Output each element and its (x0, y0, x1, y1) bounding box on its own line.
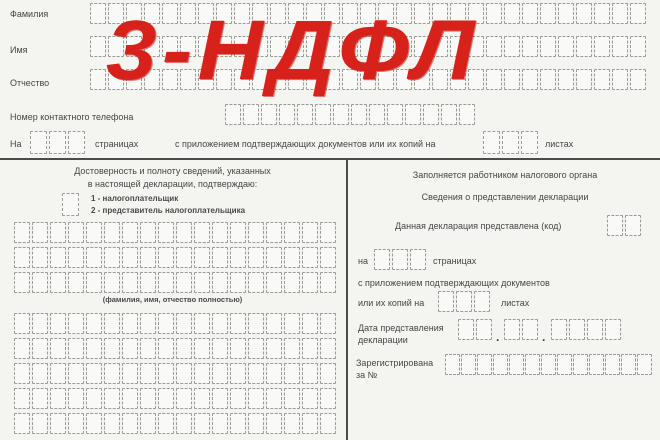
form-cell (14, 247, 30, 268)
form-cell (194, 313, 210, 334)
form-cell (248, 222, 264, 243)
form-cell (320, 363, 336, 384)
form-cell (140, 222, 156, 243)
form-cell (90, 36, 106, 57)
form-cell (86, 313, 102, 334)
form-cell (158, 413, 174, 434)
form-cell (212, 313, 228, 334)
form-cell (248, 413, 264, 434)
form-cell (104, 338, 120, 359)
form-cell (158, 247, 174, 268)
form-cell (90, 3, 106, 24)
form-cell (474, 291, 490, 312)
form-cell (261, 104, 277, 125)
form-cell (122, 413, 138, 434)
form-cell (612, 3, 628, 24)
form-cell (594, 69, 610, 90)
form-cell (284, 222, 300, 243)
form-cell (194, 222, 210, 243)
form-cell (176, 222, 192, 243)
form-cell (284, 313, 300, 334)
registration-number-cells (445, 354, 652, 375)
form-cell (90, 69, 106, 90)
form-cell (333, 104, 349, 125)
form-cell (194, 363, 210, 384)
form-cell (230, 338, 246, 359)
date-separator-2: . (542, 330, 546, 344)
form-cell (456, 291, 472, 312)
form-cell (405, 104, 421, 125)
form-cell (266, 413, 282, 434)
form-cell (540, 3, 556, 24)
form-cell (212, 338, 228, 359)
form-cell (423, 104, 439, 125)
form-cell (266, 363, 282, 384)
form-cell (369, 104, 385, 125)
form-cell (486, 36, 502, 57)
form-cell (630, 36, 646, 57)
form-cell (630, 3, 646, 24)
form-cell (594, 3, 610, 24)
form-cell (558, 36, 574, 57)
right-sheets-cells (438, 291, 490, 312)
form-cell (86, 272, 102, 293)
form-cell (68, 313, 84, 334)
signer-extra-cells-row3 (14, 363, 336, 384)
form-cell (502, 131, 519, 154)
signer-extra-cells-row5 (14, 413, 336, 434)
form-cell (104, 413, 120, 434)
form-cell (14, 272, 30, 293)
form-cell (50, 338, 66, 359)
form-cell (477, 354, 492, 375)
form-cell (504, 319, 520, 340)
form-cell (589, 354, 604, 375)
form-cell (86, 222, 102, 243)
form-cell (551, 319, 567, 340)
form-cell (320, 247, 336, 268)
form-cell (50, 313, 66, 334)
form-cell (621, 354, 636, 375)
form-cell (541, 354, 556, 375)
signer-fio-cells-row3 (14, 272, 336, 293)
form-cell (104, 222, 120, 243)
form-cell (248, 338, 264, 359)
form-cell (625, 215, 641, 236)
form-cell (476, 319, 492, 340)
horizontal-divider (0, 158, 660, 160)
submission-date-label-line2: декларации (358, 335, 408, 345)
vertical-divider (346, 160, 348, 440)
form-cell (50, 413, 66, 434)
sheets-count-cells (483, 131, 538, 154)
signer-extra-cells-row2 (14, 338, 336, 359)
form-cell (630, 69, 646, 90)
form-cell (212, 222, 228, 243)
registered-label-line1: Зарегистрирована (356, 358, 434, 368)
form-cell (140, 388, 156, 409)
declaration-code-cells (607, 215, 641, 236)
form-cell (587, 319, 603, 340)
form-cell (86, 338, 102, 359)
date-year-cells (551, 319, 621, 340)
form-cell (62, 193, 79, 216)
form-cell (576, 3, 592, 24)
form-cell (32, 413, 48, 434)
form-cell (320, 413, 336, 434)
form-cell (104, 313, 120, 334)
form-cell (140, 313, 156, 334)
form-cell (104, 247, 120, 268)
right-pages-cells (374, 249, 426, 270)
form-cell (14, 222, 30, 243)
signer-option-2: 2 - представитель налогоплательщика (91, 206, 246, 215)
form-cell (212, 272, 228, 293)
pages-prefix-label: На (10, 139, 22, 149)
form-cell (612, 36, 628, 57)
form-cell (212, 363, 228, 384)
form-cell (104, 388, 120, 409)
form-cell (509, 354, 524, 375)
form-cell (266, 222, 282, 243)
form-cell (176, 388, 192, 409)
form-cell (122, 388, 138, 409)
form-cell (522, 3, 538, 24)
phone-label: Номер контактного телефона (10, 112, 134, 122)
form-cell (612, 69, 628, 90)
form-cell (122, 222, 138, 243)
form-cell (212, 413, 228, 434)
form-cell (576, 69, 592, 90)
signer-extra-cells-row4 (14, 388, 336, 409)
form-cell (50, 363, 66, 384)
right-pages-prefix: на (358, 256, 368, 266)
right-attachments-label: с приложением подтверждающих документов (358, 278, 550, 288)
form-cell (68, 272, 84, 293)
form-cell (410, 249, 426, 270)
form-cell (140, 413, 156, 434)
form-cell (68, 247, 84, 268)
form-cell (30, 131, 47, 154)
form-cell (522, 319, 538, 340)
form-cell (230, 313, 246, 334)
form-cell (194, 338, 210, 359)
form-cell (32, 338, 48, 359)
form-cell (248, 247, 264, 268)
form-cell (522, 36, 538, 57)
form-cell (521, 131, 538, 154)
date-day-cells (458, 319, 492, 340)
form-cell (230, 413, 246, 434)
form-cell (320, 272, 336, 293)
signer-type-checkbox (62, 193, 79, 216)
form-title-overlay: 3-НДФЛ (106, 3, 480, 97)
form-cell (284, 363, 300, 384)
form-cell (50, 247, 66, 268)
form-cell (569, 319, 585, 340)
form-cell (230, 222, 246, 243)
right-copies-prefix: или их копий на (358, 298, 425, 308)
form-cell (573, 354, 588, 375)
form-cell (302, 388, 318, 409)
form-cell (302, 247, 318, 268)
patronymic-label: Отчество (10, 78, 50, 88)
pages-suffix-label: страницах (95, 139, 139, 149)
form-cell (140, 272, 156, 293)
form-cell (302, 363, 318, 384)
form-cell (176, 272, 192, 293)
form-cell (279, 104, 295, 125)
form-cell (225, 104, 241, 125)
form-cell (122, 247, 138, 268)
authority-subheading: Сведения о представлении декларации (421, 192, 589, 202)
authority-heading: Заполняется работником налогового органа (412, 170, 598, 180)
phone-cells (225, 104, 475, 125)
form-cell (230, 388, 246, 409)
form-cell (68, 413, 84, 434)
submission-date-label-line1: Дата представления (358, 323, 444, 333)
form-cell (522, 69, 538, 90)
form-cell (438, 291, 454, 312)
form-cell (302, 413, 318, 434)
form-cell (445, 354, 460, 375)
form-cell (284, 388, 300, 409)
form-cell (230, 272, 246, 293)
form-cell (158, 388, 174, 409)
form-cell (392, 249, 408, 270)
form-cell (493, 354, 508, 375)
form-cell (284, 272, 300, 293)
form-cell (122, 313, 138, 334)
form-cell (212, 247, 228, 268)
form-cell (594, 36, 610, 57)
registered-label-line2: за № (356, 370, 378, 380)
form-cell (50, 388, 66, 409)
form-cell (320, 388, 336, 409)
form-cell (458, 319, 474, 340)
form-cell (14, 313, 30, 334)
form-cell (194, 388, 210, 409)
signer-extra-cells-row1 (14, 313, 336, 334)
form-cell (194, 413, 210, 434)
form-cell (387, 104, 403, 125)
form-cell (14, 388, 30, 409)
form-cell (504, 69, 520, 90)
form-cell (68, 363, 84, 384)
form-cell (176, 247, 192, 268)
form-cell (104, 272, 120, 293)
form-cell (525, 354, 540, 375)
declaration-code-label: Данная декларация представлена (код) (395, 221, 562, 231)
form-cell (605, 354, 620, 375)
form-cell (483, 131, 500, 154)
form-cell (374, 249, 390, 270)
date-month-cells (504, 319, 538, 340)
form-cell (230, 247, 246, 268)
form-cell (284, 247, 300, 268)
signer-fio-cells-row2 (14, 247, 336, 268)
form-cell (266, 313, 282, 334)
form-cell (576, 36, 592, 57)
form-cell (86, 413, 102, 434)
form-cell (68, 338, 84, 359)
attachments-label: с приложением подтверждающих документов или их копий на (175, 139, 436, 149)
form-cell (176, 313, 192, 334)
form-cell (351, 104, 367, 125)
form-cell (486, 69, 502, 90)
form-cell (140, 363, 156, 384)
confirm-statement-line1: Достоверность и полноту сведений, указанных (74, 166, 271, 176)
form-cell (248, 313, 264, 334)
form-cell (122, 363, 138, 384)
form-cell (557, 354, 572, 375)
form-cell (230, 363, 246, 384)
form-cell (32, 247, 48, 268)
form-cell (158, 313, 174, 334)
form-cell (302, 313, 318, 334)
form-cell (558, 3, 574, 24)
form-cell (607, 215, 623, 236)
form-cell (266, 272, 282, 293)
form-cell (320, 338, 336, 359)
form-cell (302, 338, 318, 359)
form-cell (14, 363, 30, 384)
signer-option-1: 1 - налогоплательщик (91, 194, 179, 203)
form-cell (302, 222, 318, 243)
form-cell (14, 338, 30, 359)
form-cell (176, 338, 192, 359)
form-cell (194, 247, 210, 268)
pages-count-cells (30, 131, 85, 154)
form-cell (302, 272, 318, 293)
form-cell (284, 338, 300, 359)
form-cell (486, 3, 502, 24)
sheets-suffix-label: листах (545, 139, 574, 149)
form-cell (504, 3, 520, 24)
form-cell (158, 272, 174, 293)
form-cell (540, 36, 556, 57)
form-cell (68, 388, 84, 409)
form-cell (297, 104, 313, 125)
form-cell (194, 272, 210, 293)
form-cell (158, 363, 174, 384)
confirm-statement-line2: в настоящей декларации, подтверждаю: (87, 179, 258, 189)
form-cell (248, 272, 264, 293)
form-cell (540, 69, 556, 90)
form-cell (68, 222, 84, 243)
form-cell (158, 338, 174, 359)
form-cell (320, 222, 336, 243)
form-cell (266, 388, 282, 409)
form-cell (14, 413, 30, 434)
form-cell (176, 363, 192, 384)
form-cell (320, 313, 336, 334)
form-cell (266, 247, 282, 268)
form-cell (50, 272, 66, 293)
form-cell (212, 388, 228, 409)
form-cell (140, 338, 156, 359)
form-cell (122, 272, 138, 293)
form-cell (32, 222, 48, 243)
surname-label: Фамилия (10, 9, 49, 19)
right-sheets-suffix: листах (501, 298, 530, 308)
form-cell (459, 104, 475, 125)
form-cell (86, 388, 102, 409)
right-pages-suffix: страницах (433, 256, 477, 266)
form-cell (266, 338, 282, 359)
form-cell (50, 222, 66, 243)
form-cell (68, 131, 85, 154)
signer-fio-cells-row1 (14, 222, 336, 243)
form-cell (504, 36, 520, 57)
form-cell (243, 104, 259, 125)
form-cell (558, 69, 574, 90)
form-cell (284, 413, 300, 434)
fio-caption: (фамилия, имя, отчество полностью) (102, 295, 243, 304)
form-cell (248, 363, 264, 384)
form-cell (86, 247, 102, 268)
form-cell (461, 354, 476, 375)
form-cell (158, 222, 174, 243)
form-cell (104, 363, 120, 384)
form-cell (637, 354, 652, 375)
form-cell (122, 338, 138, 359)
form-cell (49, 131, 66, 154)
name-label: Имя (10, 45, 28, 55)
form-cell (32, 272, 48, 293)
form-cell (176, 413, 192, 434)
form-cell (605, 319, 621, 340)
form-cell (32, 363, 48, 384)
form-cell (441, 104, 457, 125)
date-separator-1: . (496, 330, 500, 344)
form-cell (86, 363, 102, 384)
form-cell (32, 313, 48, 334)
form-cell (248, 388, 264, 409)
form-cell (140, 247, 156, 268)
form-cell (315, 104, 331, 125)
form-cell (32, 388, 48, 409)
